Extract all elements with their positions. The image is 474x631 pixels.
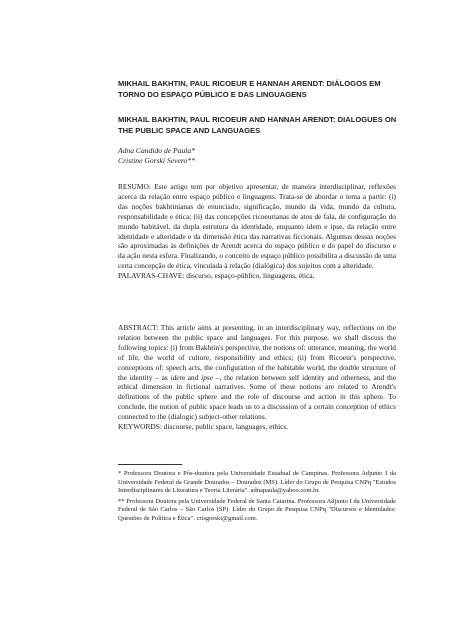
resumo-section bbox=[118, 182, 396, 281]
author-list bbox=[118, 146, 195, 166]
resumo-keywords: PALAVRAS-CHAVE: discurso, espaço-público, linguagens, ética. bbox=[118, 271, 315, 281]
abstract-text-part2: –, the relation between self identity and otherness, and the ethical dimension in fictional narratives. Some of these notions are related to Arendt's definitions of the public sphere and the role of discourse and action in this sphere. To conclude, the notion of public space leads us to a discussion of a certain conception of ethics connected to the (dialogic) subject-other relations. bbox=[118, 372, 396, 422]
footnote-divider bbox=[118, 464, 182, 465]
abstract-idem: idem bbox=[170, 372, 185, 382]
author-name: Cristine Gorski Severo** bbox=[118, 156, 195, 165]
abstract-and: and bbox=[184, 372, 202, 382]
footnotes bbox=[118, 470, 396, 526]
footnote-1: * Professora Doutora e Pós-doutora pela Universidade Estadual de Campinas. Professora Adjunto I da Universidade Federal da Grande Dourados – Dourados (MS). Líder do Grupo de Pesquisa CNPq "Estudos Interdisciplinares de Literatura e Teoria Literária". adnapaula@yahoo.com.br. bbox=[118, 470, 396, 495]
title-english: MIKHAIL BAKHTIN, PAUL RICOEUR AND HANNAH ARENDT: DIALOGUES ON THE PUBLIC SPACE AND LANGUAGES bbox=[118, 115, 397, 135]
abstract-text bbox=[118, 323, 396, 422]
title-block bbox=[118, 78, 398, 150]
resumo-text: RESUMO: Este artigo tem por objetivo apresentar, de maneira interdisciplinar, reflexões acerca da relação entre espaço público e linguagens. Trata-se de abordar o tema a partir: (i) das noções bakhtinianas de enunciado, significação, mundo da vida, mundo da cultura, responsabilidade e ética; (ii) das concepções ricoeurianas de atos de fala, de configuração do mundo habitável, da dupla estrutura da identidade, enquanto idem e ipse, da relação entre identidade e alteridade e da dimensão ética das narrativas ficcionais. Algumas dessas noções são aproximadas às definições de Arendt acerca do espaço público e do papel do discurso e da ação nesta esfera. Finalizando, o conceito de espaço público possibilita a discussão de uma certa concepção de ética, vinculada à relação (dialógica) dos sujeitos com a alteridade. bbox=[118, 182, 396, 271]
abstract-text-part1: ABSTRACT: This article aims at presenting, in an interdisciplinary way, reflections on the relation between the public space and languages. For this purpose, we shall discuss the following topics: (i) from Bakhtin's perspective, the notions of: utterance, meaning, the world of life, the world of culture, responsibility and ethics; (ii) from Ricoeur's perspective, conceptions of: speech acts, the configuration of the habitable world, the double structure of the identity – as bbox=[118, 323, 396, 382]
abstract-keywords: KEYWORDS: discourse, public space, languages, ethics. bbox=[118, 422, 289, 432]
footnote-2: ** Professora Doutora pela Universidade Federal de Santa Catarina. Professora Adjunto I da Universidade Federal de São Carlos – São Carlos (SP). Líder do Grupo de Pesquisa CNPq "Discursos e Identidades: Questões de Política e Ética". crisgorski@gmail.com. bbox=[118, 497, 396, 522]
author-name: Adna Candido de Paula* bbox=[118, 146, 195, 155]
abstract-section bbox=[118, 323, 396, 432]
abstract-ipse: ipse bbox=[201, 372, 214, 382]
title-portuguese: MIKHAIL BAKHTIN, PAUL RICOEUR E HANNAH ARENDT: DIÁLOGOS EM TORNO DO ESPAÇO PÚBLICO E DAS LINGUAGENS bbox=[118, 79, 381, 99]
